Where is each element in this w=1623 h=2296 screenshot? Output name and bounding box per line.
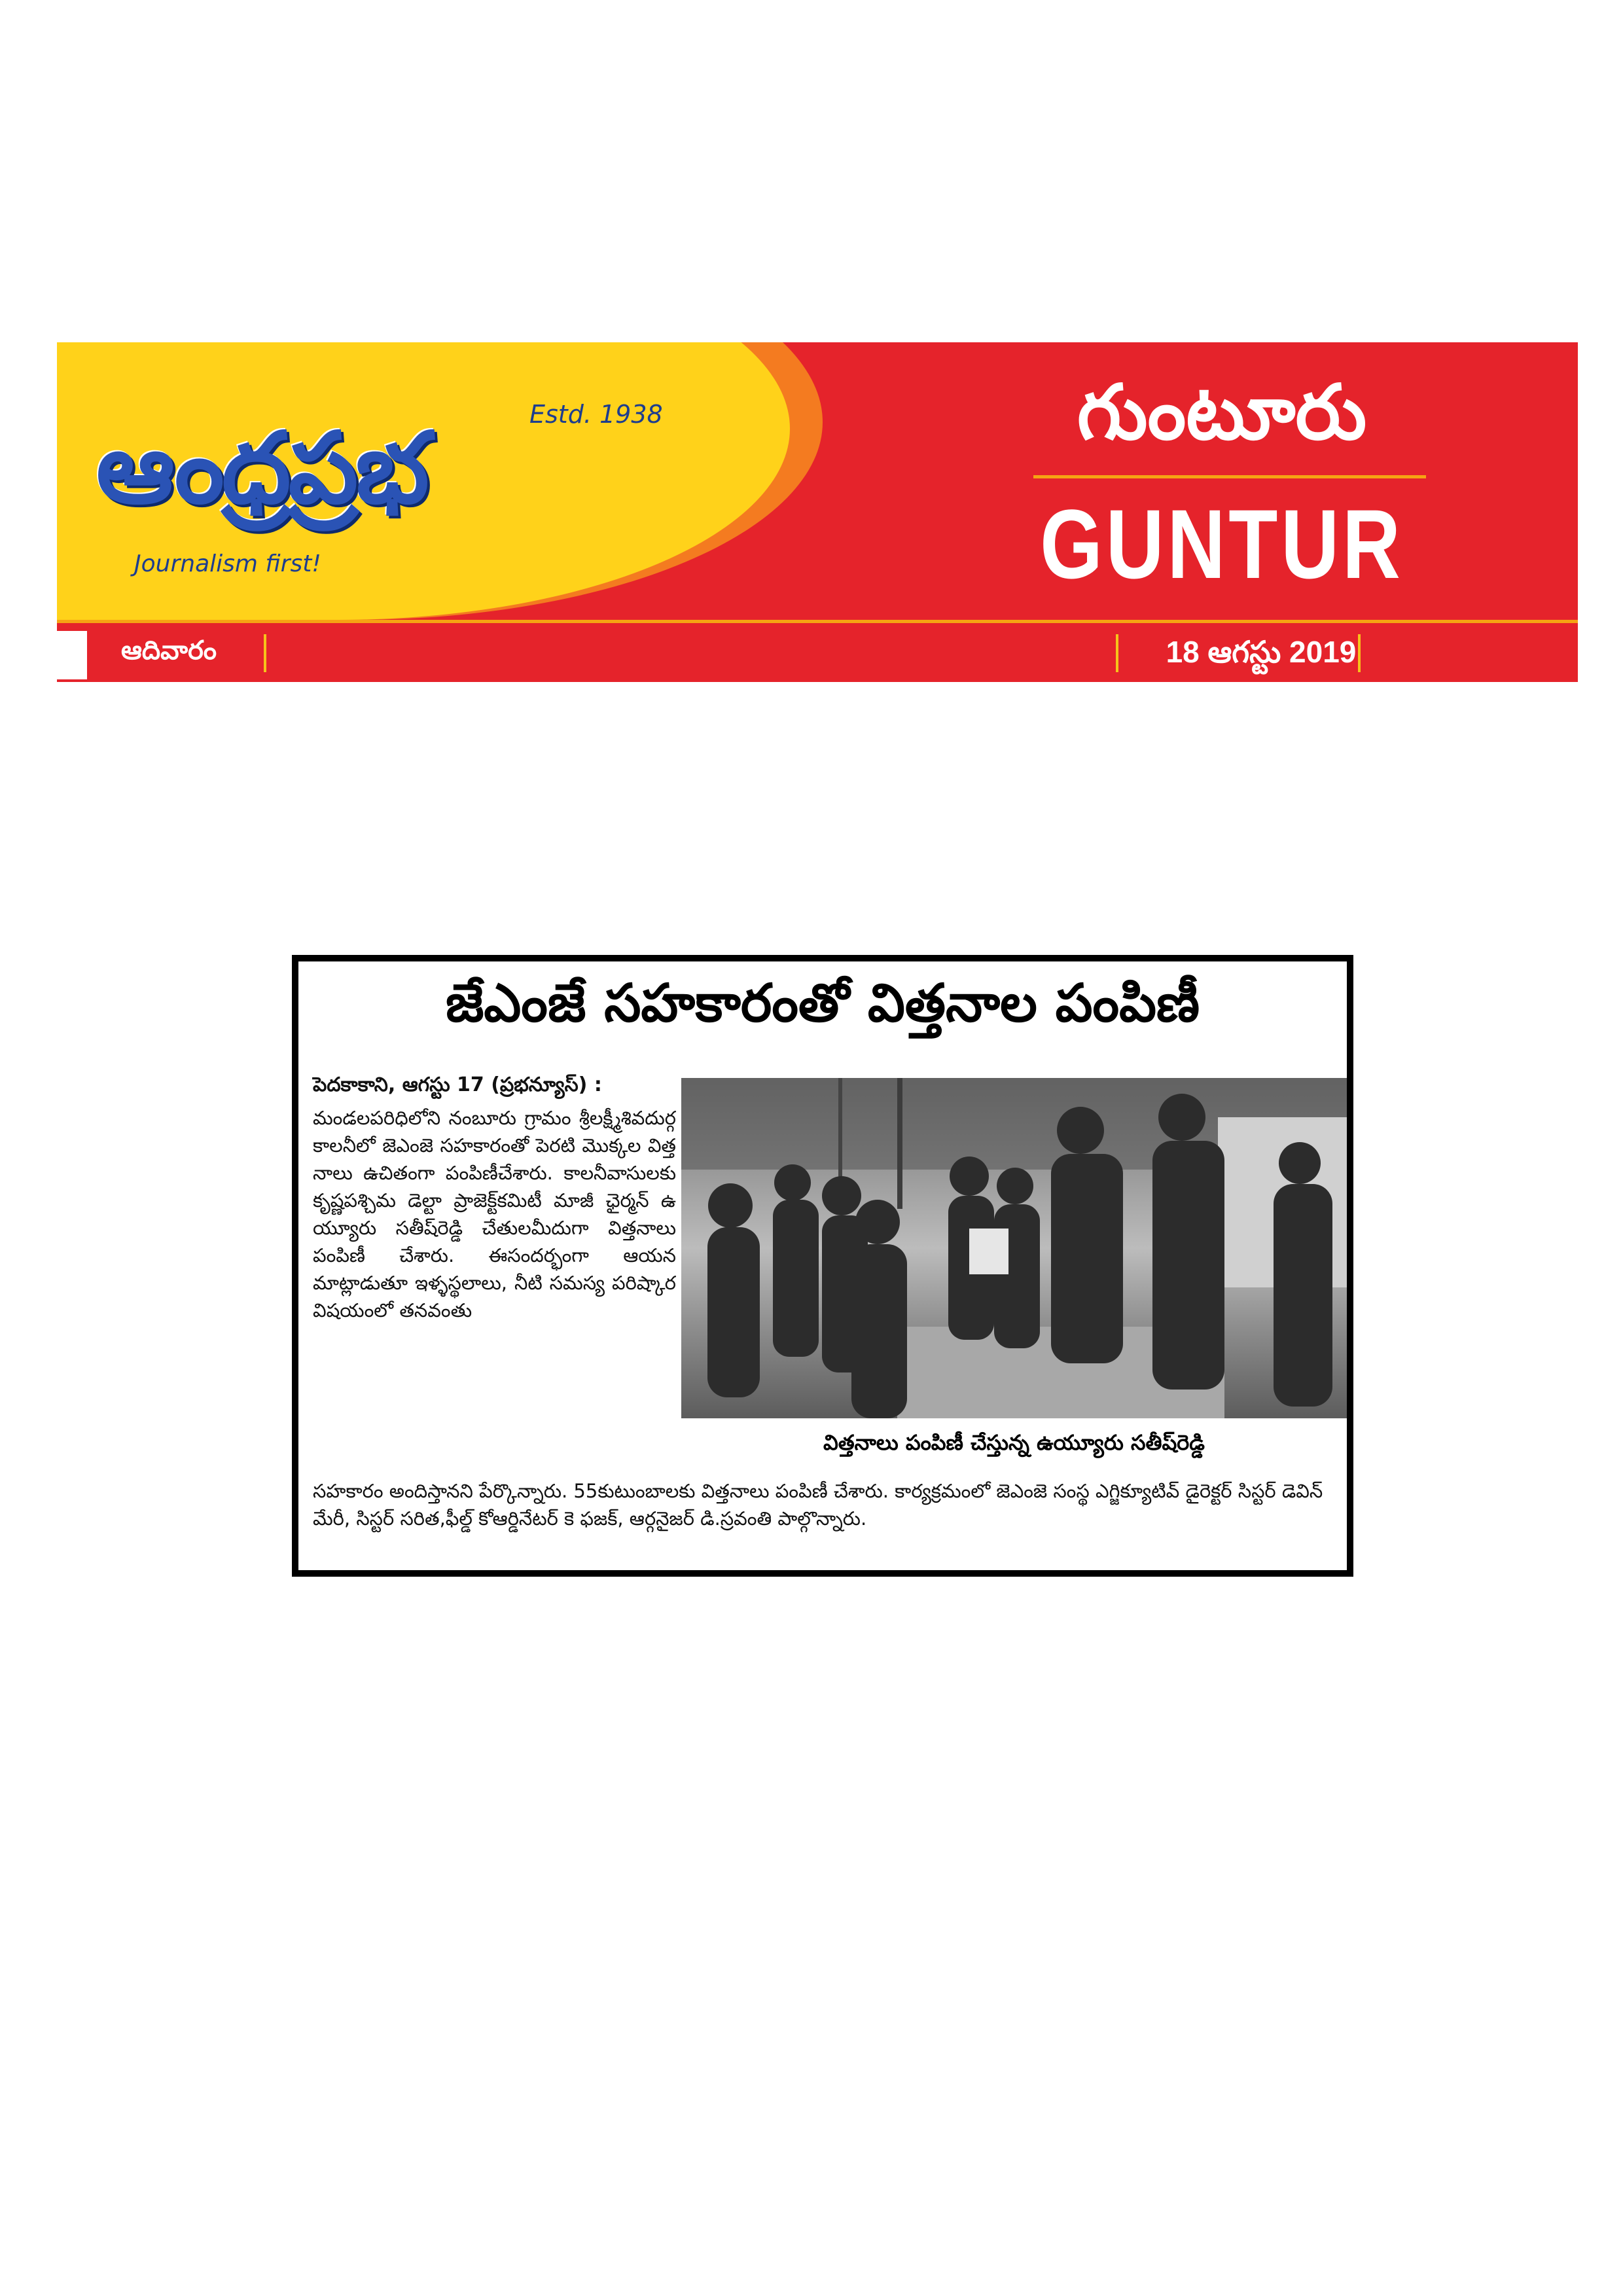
article-dateline: పెదకాకాని, ఆగస్టు 17 (ప్రభన్యూస్) : bbox=[313, 1073, 602, 1096]
edition-city-telugu: గుంటూరు bbox=[1077, 368, 1367, 457]
edition-day: ఆదివారం bbox=[121, 636, 217, 666]
photo-caption: విత్తనాలు పంపిణీ చేస్తున్న ఉయ్యూరు సతీష్‌రెడ్డి bbox=[823, 1430, 1205, 1455]
article-body-column: మండలపరిధిలోని నంబూరు గ్రామం శ్రీలక్ష్మీశివదుర్గ కాలనీలో జెఎంజె సహకారంతో పెరటి మొక్కల విత్తనాలు ఉచితంగా పంపిణీచేశారు. కాలనీవాసులకు కృష్ణపశ్చిమ డెల్టా ప్రాజెక్ట్‌కమిటీ మాజీ ఛైర్మన్ ఉయ్యూరు సతీష్‌రెడ్డి చేతులమీదుగా విత్తనాలు పంపిణీ చేశారు. ఈసందర్భంగా ఆయన మాట్లాడుతూ ఇళ్ళస్థలాలు, నీటి సమస్య పరిష్కార విషయంలో తనవంతు bbox=[313, 1107, 676, 1321]
edition-divider bbox=[1033, 475, 1426, 478]
separator bbox=[1358, 634, 1361, 672]
newspaper-logo: ఆంధ్రప్రభ bbox=[96, 412, 427, 526]
logo-tagline: Journalism first! bbox=[134, 550, 321, 577]
article-headline: జేఎంజే సహకారంతో విత్తనాల పంపిణీ bbox=[445, 973, 1200, 1033]
photo-people-icon bbox=[681, 1078, 1347, 1418]
bottom-bar-marker bbox=[57, 631, 87, 679]
article-body-continued: సహకారం అందిస్తానని పేర్కొన్నారు. 55కుటుంబాలకు విత్తనాలు పంపిణీ చేశారు. కార్యక్రమంలో జెఎంజె సంస్థ ఎగ్జిక్యూటివ్ డైరెక్టర్ సిస్టర్ డెవిన్ మేరీ, సిస్టర్ సరిత,ఫీల్డ్ కోఆర్డినేటర్ కె ఫజక్, ఆర్గనైజర్ డి.స్రవంతి పాల్గొన్నారు. bbox=[313, 1480, 1323, 1530]
masthead bbox=[57, 342, 1578, 682]
article-photo bbox=[681, 1078, 1347, 1418]
masthead-rule bbox=[57, 620, 1578, 623]
established-year: Estd. 1938 bbox=[529, 400, 663, 429]
article-clipping bbox=[292, 955, 1353, 1577]
edition-city-english: GUNTUR bbox=[1040, 489, 1404, 599]
separator bbox=[264, 634, 266, 672]
edition-date: 18 ఆగస్టు 2019 bbox=[1166, 635, 1357, 669]
